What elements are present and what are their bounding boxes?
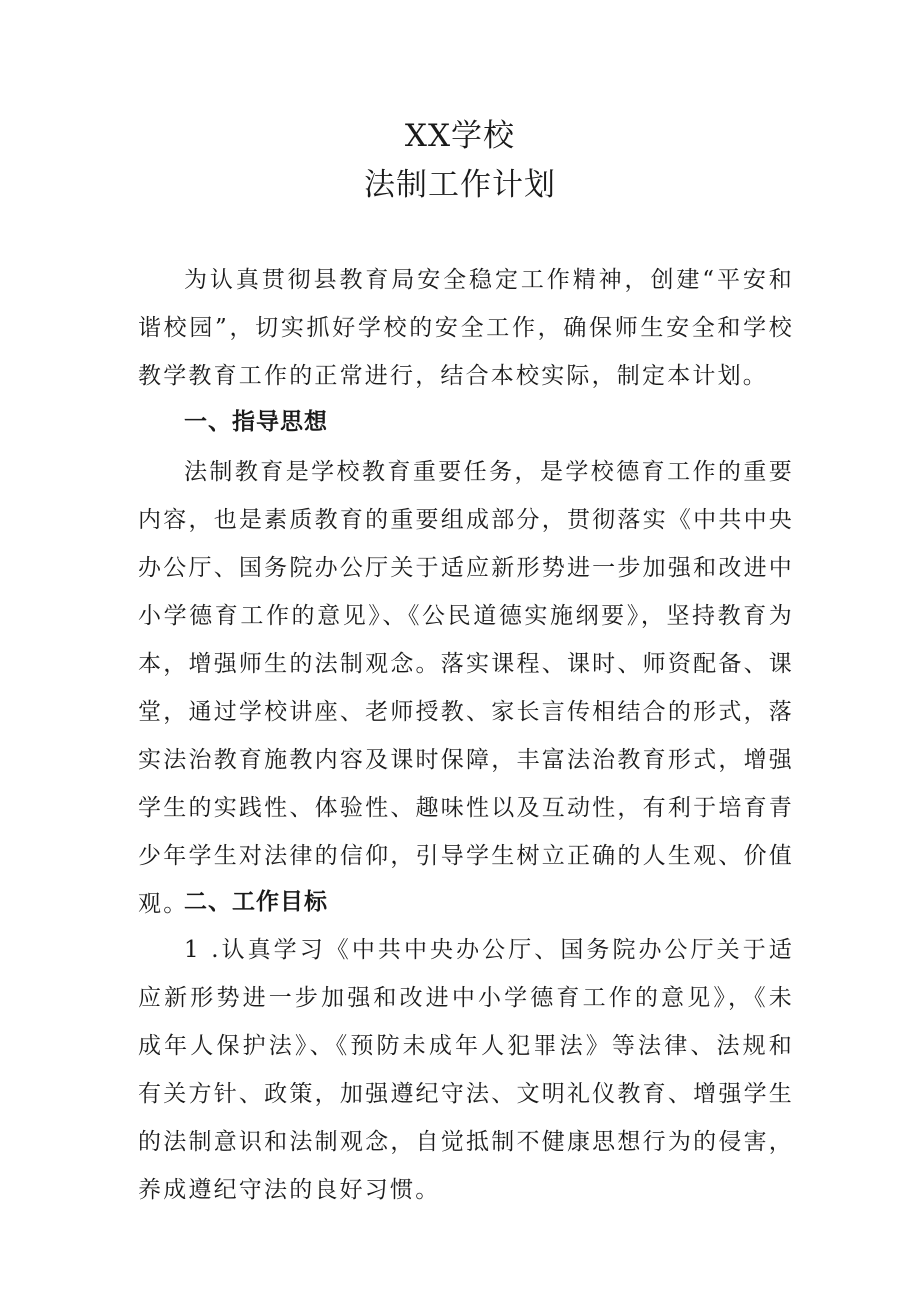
- document-title-school: XX学校: [404, 118, 516, 154]
- guiding-ideology-paragraph: 法制教育是学校教育重要任务，是学校德育工作的重要内容，也是素质教育的重要组成部分，贯彻落实《中共中央办公厅、国务院办公厅关于适应新形势进一步加强和改进中小学德育工作的意见》、《公民道德实施纲要》，坚持教育为本，增强师生的法制观念。落实课程、课时、师资配备、课堂，通过学校讲座、老师授教、家长言传相结合的形式，落实法治教育施教内容及课时保障，丰富法治教育形式，增强学生的实践性、体验性、趣味性以及互动性，有利于培育青少年学生对法律的信仰，引导学生树立正确的人生观、价值观。: [138, 459, 794, 917]
- document-title-plan: 法制工作计划: [364, 167, 556, 203]
- intro-paragraph: 为认真贯彻县教育局安全稳定工作精神，创建“平安和谐校园”，切实抓好学校的安全工作，确保师生安全和学校教学教育工作的正常进行，结合本校实际，制定本计划。: [138, 267, 794, 389]
- section-heading-work-goals: 二、工作目标: [184, 889, 328, 915]
- work-goal-item-1: 1 .认真学习《中共中央办公厅、国务院办公厅关于适应新形势进一步加强和改进中小学德育工作的意见》，《未成年人保护法》、《预防未成年人犯罪法》等法律、法规和有关方针、政策，加强遵纪守法、文明礼仪教育、增强学生的法制意识和法制观念，自觉抵制不健康思想行为的侵害，养成遵纪守法的良好习惯。: [138, 937, 794, 1203]
- section-heading-guiding-ideology: 一、指导思想: [184, 409, 328, 435]
